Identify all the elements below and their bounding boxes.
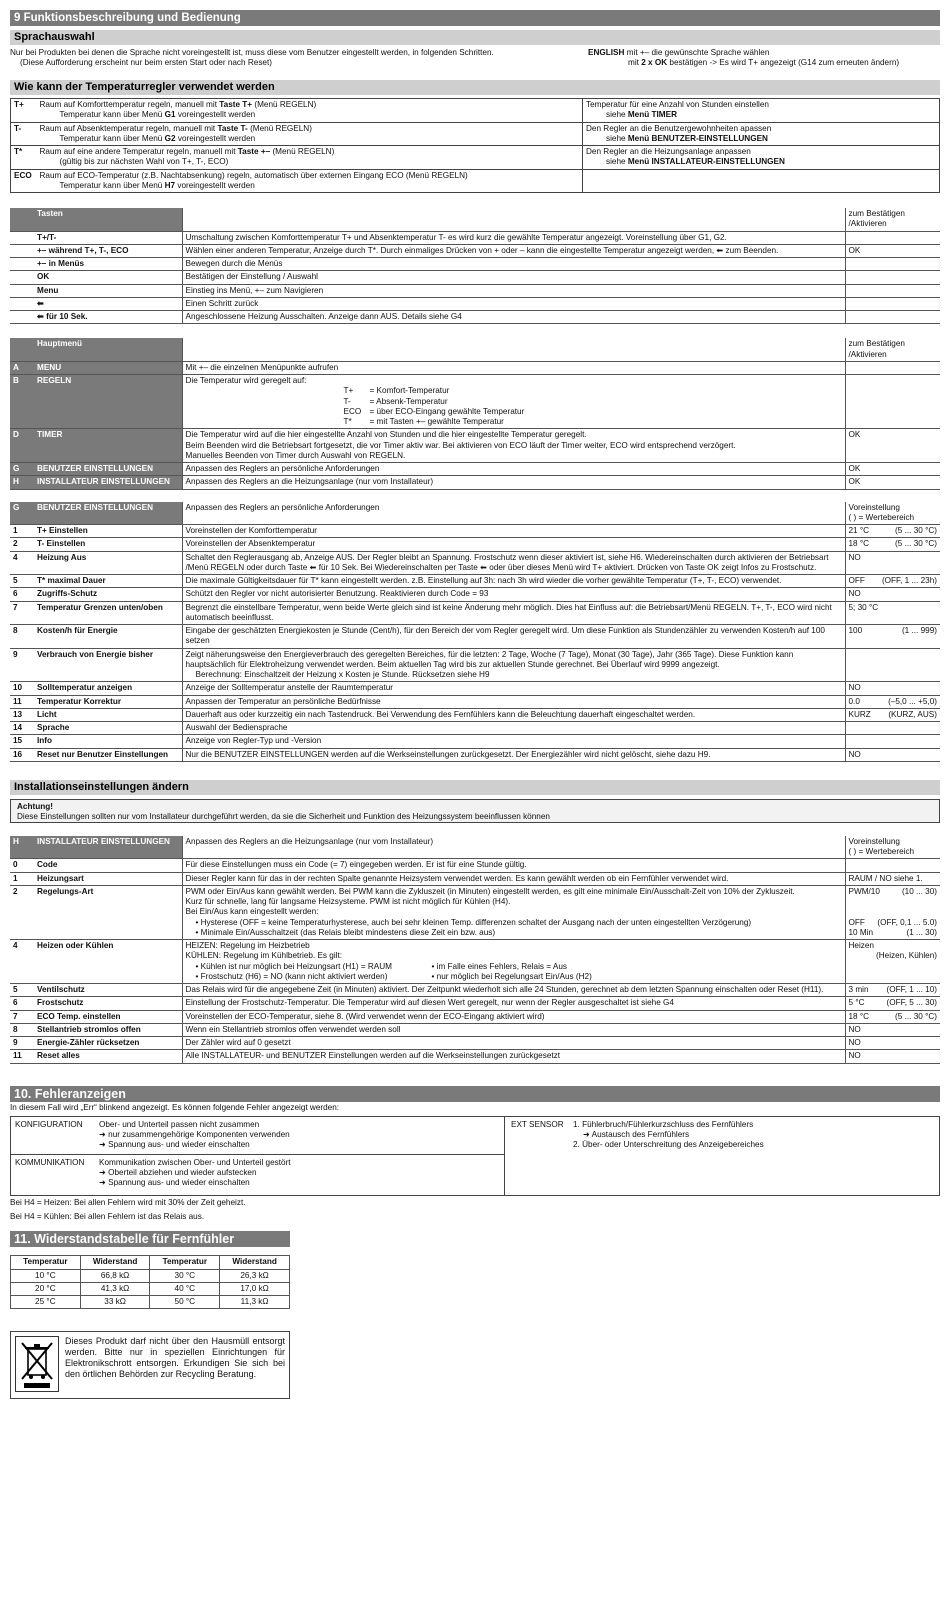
installation-title: Installationseinstellungen ändern [10, 780, 940, 795]
setting-value: KURZ (KURZ, AUS) [845, 708, 940, 721]
setting-desc: Die maximale Gültigkeitsdauer für T* kann eingestellt werden. z.B. Einstellung auf 3h: nach 3h wird wieder die vorher gewählte Temperatur (T+, T-, ECO) verwendet. [182, 575, 845, 588]
weee-text: Dieses Produkt darf nicht über den Hausmüll entsorgt werden. Bitte nur in speziellen Einrichtungen für Elektronikschrott entsorgen. Erkundigen Sie sich bei den örtlichen Behörden zur Recycling Beratung. [65, 1336, 285, 1379]
table-header: G BENUTZER EINSTELLUNGEN Anpassen des Reglers an persönliche Anforderungen Voreinstellung ( ) = Wertebereich [10, 502, 940, 525]
table-row: 20 °C 41,3 kΩ 40 °C 17,0 kΩ [11, 1282, 290, 1295]
key-desc: Wählen einer anderen Temperatur, Anzeige durch T*. Durch einmaliges Drücken von + oder – kann die eingestellte Temperatur angezeigt werden, ⬅ zum Beenden. [182, 244, 845, 257]
warning-text: Diese Einstellungen sollten nur vom Installateur durchgeführt werden, da sie die Sicherheit und Funktion des Heizungssystem beeinflussen können [17, 812, 550, 821]
table-row: 25 °C 33 kΩ 50 °C 11,3 kΩ [11, 1296, 290, 1309]
setting-value: NO [845, 588, 940, 601]
keys-table [10, 208, 940, 324]
setting-desc: Zeigt näherungsweise den Energieverbrauch des geregelten Bereiches, für die letzten: 2 Tage, Woche (7 Tage), Monat (30 Tage), Jahr (365 Tage). Diese Funktion kann hauptsächlich für Elektroheizung verwendet werden. Beim aktuellen Tag wird bis zur aktuellen Stunde gerechnet. Bei Überlauf wird 9999 angezeigt. Berechnung: Einschaltzeit der Heizung x Kosten je Stunde. Rücksetzen siehe H9 [182, 648, 845, 682]
setting-desc: Für diese Einstellungen muss ein Code (= 7) eingegeben werden. Er ist für eine Stunde gültig. [182, 859, 845, 872]
key-name: OK [34, 271, 182, 284]
resistance-title: 11. Widerstandstabelle für Fernfühler [10, 1231, 290, 1247]
table-row: 5 Ventilschutz Das Relais wird für die angegebene Zeit (in Minuten) aktiviert. Der Zeitpunkt wiederholt sich alle 24 Stunden, gerechnet ab dem letzten Spannung einschalten oder Reset (H11). 3 min (OFF, 1 ... 10) [10, 984, 940, 997]
error-note-2: Bei H4 = Kühlen: Bei allen Fehlern ist das Relais aus. [10, 1212, 205, 1221]
menu-name: TIMER [34, 429, 182, 463]
usage-row [11, 169, 940, 193]
usage-key: ECO [11, 169, 37, 193]
setting-name: Ventilschutz [34, 984, 182, 997]
setting-desc: Auswahl der Bediensprache [182, 722, 845, 735]
setting-name: Kosten/h für Energie [34, 625, 182, 649]
table-row [10, 284, 940, 297]
table-row: 11 Temperatur Korrektur Anpassen der Temperatur an persönliche Bedürfnisse 0.0 (–5,0 ... +5,0) [10, 695, 940, 708]
setting-name: Temperatur Grenzen unten/oben [34, 601, 182, 625]
usage-row [11, 99, 940, 123]
setting-desc: Alle INSTALLATEUR- und BENUTZER Einstellungen werden auf die Werkseinstellungen zurückgesetzt [182, 1050, 845, 1063]
user-settings-table [10, 502, 940, 762]
language-text-2: (Diese Aufforderung erscheint nur beim ersten Start oder nach Reset) [20, 58, 272, 68]
menu-name: MENU [34, 361, 182, 374]
usage-key: T- [11, 122, 37, 146]
setting-name: Zugriffs-Schutz [34, 588, 182, 601]
weee-bin-icon [15, 1336, 59, 1392]
setting-name: Code [34, 859, 182, 872]
menu-desc: Mit +– die einzelnen Menüpunkte aufrufen [182, 361, 845, 374]
menu-name: INSTALLATEUR EINSTELLUNGEN [34, 476, 182, 489]
table-row: H INSTALLATEUR EINSTELLUNGEN Anpassen des Reglers an die Heizungsanlage (nur vom Installateur) OK [10, 476, 940, 489]
table-header: H INSTALLATEUR EINSTELLUNGEN Anpassen des Reglers an die Heizungsanlage (nur vom Installateur) Voreinstellung ( ) = Wertebereich [10, 836, 940, 859]
setting-value [845, 722, 940, 735]
usage-info: Den Regler an die Benutzergewohnheiten apassen siehe Menü BENUTZER-EINSTELLUNGEN [583, 122, 940, 146]
key-value [845, 258, 940, 271]
setting-name: Stellantrieb stromlos offen [34, 1023, 182, 1036]
setting-desc: Der Zähler wird auf 0 gesetzt [182, 1037, 845, 1050]
setting-name: T+ Einstellen [34, 525, 182, 538]
setting-value: PWM/10 (10 ... 30) OFF (OFF, 0,1 ... 5.0) 10 Min (1 ... 30) [845, 885, 940, 939]
setting-value: 3 min (OFF, 1 ... 10) [845, 984, 940, 997]
main-menu-table [10, 338, 940, 489]
usage-table [10, 98, 940, 193]
table-row: 6 Frostschutz Einstellung der Frostschutz-Temperatur. Die Temperatur wird auf diesen Wert geregelt, nur wenn der Regler ausgeschaltet ist siehe G4 5 °C (OFF, 5 ... 30) [10, 997, 940, 1010]
menu-desc: Die Temperatur wird auf die hier eingestellte Anzahl von Stunden und die hier eingestellte Temperatur geregelt. Beim Beenden wird die Betriebsart fortgesetzt, die vor Timer aktiv war. Bei aktivieren von ECO läuft der Timer weiter, ECO wird entsprechend verzögert. Manuelles Beenden von Timer durch Auswahl von REGELN. [182, 429, 845, 463]
table-row [10, 311, 940, 324]
table-row [10, 297, 940, 310]
weee-notice [10, 1331, 290, 1399]
key-desc: Einstieg ins Menü, +– zum Navigieren [182, 284, 845, 297]
usage-desc: Raum auf ECO-Temperatur (z.B. Nachtabsenkung) regeln, automatisch über externen Eingang ECO (Menü REGELN) Temperatur kann über Menü H7 voreingestellt werden [37, 169, 583, 193]
table-row: 8 Kosten/h für Energie Eingabe der geschätzten Energiekosten je Stunde (Cent/h), für den Bereich der vom Regler geregelt wird. Um diese Funktion als Stundenzähler zu verwenden Kosten/h auf 100 setzen 100 (1 ... 999) [10, 625, 940, 649]
menu-value: OK [845, 476, 940, 489]
setting-desc: Wenn ein Stellantrieb stromlos offen verwendet werden soll [182, 1023, 845, 1036]
key-desc: Bewegen durch die Menüs [182, 258, 845, 271]
setting-value: Heizen (Heizen, Kühlen) [845, 940, 940, 984]
language-title: Sprachauswahl [10, 30, 940, 45]
setting-value: OFF (OFF, 1 ... 23h) [845, 575, 940, 588]
usage-row [11, 146, 940, 170]
setting-value: RAUM / NO siehe 1. [845, 872, 940, 885]
errors-intro: In diesem Fall wird „Err“ blinkend angezeigt. Es können folgende Fehler angezeigt werden: [10, 1102, 340, 1112]
setting-value [845, 859, 940, 872]
setting-value: 100 (1 ... 999) [845, 625, 940, 649]
usage-key: T* [11, 146, 37, 170]
error-sensor-key: EXT SENSOR [511, 1119, 564, 1129]
usage-desc: Raum auf Komforttemperatur regeln, manuell mit Taste T+ (Menü REGELN) Temperatur kann über Menü G1 voreingestellt werden [37, 99, 583, 123]
setting-value: 18 °C (5 ... 30 °C) [845, 1010, 940, 1023]
setting-name: T- Einstellen [34, 538, 182, 551]
error-line: ➜ Oberteil abziehen und wieder aufstecken [99, 1168, 257, 1177]
error-config-key: KONFIGURATION [15, 1119, 83, 1129]
menu-desc: Die Temperatur wird geregelt auf: T+ = Komfort-Temperatur T- = Absenk-Temperatur ECO = über ECO-Eingang gewählte Temperatur T* = mit Tasten +– gewählte Temperatur [182, 375, 845, 429]
table-row: 6 Zugriffs-Schutz Schützt den Regler vor nicht autorisierter Benutzung. Reaktivieren durch Code = 93 NO [10, 588, 940, 601]
error-comm-key: KOMMUNIKATION [15, 1157, 85, 1167]
setting-desc: Voreinstellen der Absenktemperatur [182, 538, 845, 551]
warning-box [10, 799, 940, 823]
menu-value: OK [845, 429, 940, 463]
key-value [845, 271, 940, 284]
resistance-header: Temperatur [150, 1256, 220, 1269]
section-9-title: 9 Funktionsbeschreibung und Bedienung [10, 10, 940, 26]
table-row: 2 T- Einstellen Voreinstellen der Absenktemperatur 18 °C (5 ... 30 °C) [10, 538, 940, 551]
resistance-header: Widerstand [80, 1256, 150, 1269]
key-desc: Umschaltung zwischen Komforttemperatur T+ und Absenktemperatur T- es wird kurz die gewählte Temperatur angezeigt. Voreinstellung über G1, G2. [182, 231, 845, 244]
setting-name: Solltemperatur anzeigen [34, 682, 182, 695]
table-row: 4 Heizen oder Kühlen HEIZEN: Regelung im Heizbetrieb KÜHLEN: Regelung im Kühlbetrieb. Es gilt: • Kühlen ist nur möglich bei Heizungsart (H1) = RAUM • im Falle eines Fehlers, Relais = Aus • Frostschutz (H6) = NO (kann nicht aktiviert werden) • nur möglich bei Regelungsart Ein/Aus (H2) Heizen (Heizen, Kühlen) [10, 940, 940, 984]
usage-info [583, 169, 940, 193]
table-row: 15 Info Anzeige von Regler-Typ und -Version [10, 735, 940, 748]
error-line: ➜ Spannung aus- und wieder einschalten [99, 1140, 250, 1150]
setting-name: T* maximal Dauer [34, 575, 182, 588]
table-row: 14 Sprache Auswahl der Bediensprache [10, 722, 940, 735]
setting-name: Info [34, 735, 182, 748]
table-row: A MENU Mit +– die einzelnen Menüpunkte aufrufen [10, 361, 940, 374]
table-row: 16 Reset nur Benutzer Einstellungen Nur die BENUTZER EINSTELLUNGEN werden auf die Werkseinstellungen zurückgesetzt. Der Energiezähler wird nicht gelöscht, siehe dazu H9. NO [10, 748, 940, 761]
menu-value: OK [845, 463, 940, 476]
table-row: 2 Regelungs-Art PWM oder Ein/Aus kann gewählt werden. Bei PWM kann die Zykluszeit (in Minuten) eingestellt werden, es gilt eine minimale Ein/Ausschalt-Zeit von 10% der Zykluszeit. Kurz für schnelle, lang für langsame Heizsysteme. PWM ist nicht möglich für Kühlen (H4). Bei Ein/Aus kann eingestellt werden: • Hysterese (OFF = keine Temperaturhysterese, auch bei sehr kleinen Temp. differenzen schaltet der Ausgang nach der unten eingestellten Verzögerung) • Minimale Ein/Ausschaltzeit (das Relais bleibt mindestens diese Zeit ein bzw. aus) PWM/10 (10 ... 30) OFF (OFF, 0,1 ... 5.0) 10 Min (1 ... 30) [10, 885, 940, 939]
lang-english: ENGLISH [588, 48, 625, 57]
setting-desc: Das Relais wird für die angegebene Zeit (in Minuten) aktiviert. Der Zeitpunkt wiederholt sich alle 24 Stunden, gerechnet ab dem letzten Spannung einschalten oder Reset (H11). [182, 984, 845, 997]
table-row: 1 T+ Einstellen Voreinstellen der Komforttemperatur 21 °C (5 ... 30 °C) [10, 525, 940, 538]
table-row: 7 Temperatur Grenzen unten/oben Begrenzt die einstellbare Temperatur, wenn beide Werte gleich sind ist keine Änderung mehr möglich. Dies hat Einfluss auf: die Betriebsart/Menü REGELN. T+, T-, ECO wird nicht automatisch beeinflusst. 5; 30 °C [10, 601, 940, 625]
setting-value [845, 735, 940, 748]
setting-name: Frostschutz [34, 997, 182, 1010]
setting-name: Heizung Aus [34, 551, 182, 575]
table-row: 11 Reset alles Alle INSTALLATEUR- und BENUTZER Einstellungen werden auf die Werkseinstellungen zurückgesetzt NO [10, 1050, 940, 1063]
setting-desc: Dauerhaft aus oder kurzzeitig ein nach Tastendruck. Bei Verwendung des Fernfühlers kann die Beleuchtung dauerhaft eingeschaltet werden. [182, 708, 845, 721]
table-row [10, 258, 940, 271]
table-row: 1 Heizungsart Dieser Regler kann für das in der rechten Spalte genannte Heizsystem verwendet werden. Es kann gewählt werden ob ein Fernfühler verwendet wird. RAUM / NO siehe 1. [10, 872, 940, 885]
setting-value [845, 648, 940, 682]
setting-name: Licht [34, 708, 182, 721]
setting-value: NO [845, 1023, 940, 1036]
menu-value [845, 375, 940, 429]
setting-name: ECO Temp. einstellen [34, 1010, 182, 1023]
key-desc: Einen Schritt zurück [182, 297, 845, 310]
table-row: 8 Stellantrieb stromlos offen Wenn ein Stellantrieb stromlos offen verwendet werden soll NO [10, 1023, 940, 1036]
setting-value: NO [845, 682, 940, 695]
setting-desc: Anpassen der Temperatur an persönliche Bedürfnisse [182, 695, 845, 708]
setting-value: NO [845, 551, 940, 575]
key-name: ⬅ für 10 Sek. [34, 311, 182, 324]
table-row: 9 Energie-Zähler rücksetzen Der Zähler wird auf 0 gesetzt NO [10, 1037, 940, 1050]
setting-name: Temperatur Korrektur [34, 695, 182, 708]
table-row: 10 °C 66,8 kΩ 30 °C 26,3 kΩ [11, 1269, 290, 1282]
resistance-table [10, 1255, 290, 1309]
table-row [10, 271, 940, 284]
setting-name: Sprache [34, 722, 182, 735]
warning-title: Achtung! [17, 801, 53, 811]
setting-desc: Voreinstellen der Komforttemperatur [182, 525, 845, 538]
key-desc: Angeschlossene Heizung Ausschalten. Anzeige dann AUS. Details siehe G4 [182, 311, 845, 324]
menu-name: REGELN [34, 375, 182, 429]
menu-name: BENUTZER EINSTELLUNGEN [34, 463, 182, 476]
error-line: 1. Fühlerbruch/Fühlerkurzschluss des Fernfühlers [573, 1119, 754, 1129]
key-name: +– in Menüs [34, 258, 182, 271]
error-config [11, 1117, 504, 1155]
language-block [10, 48, 940, 72]
setting-name: Reset nur Benutzer Einstellungen [34, 748, 182, 761]
error-line: ➜ Spannung aus- und wieder einschalten [99, 1178, 250, 1188]
key-value [845, 284, 940, 297]
key-name: T+/T- [34, 231, 182, 244]
table-row: 0 Code Für diese Einstellungen muss ein Code (= 7) eingegeben werden. Er ist für eine Stunde gültig. [10, 859, 940, 872]
lang-step-2b: 2 x OK [641, 58, 668, 68]
table-header: Hauptmenü zum Bestätigen /Aktivieren [10, 338, 940, 361]
key-value [845, 231, 940, 244]
resistance-header: Widerstand [220, 1256, 290, 1269]
errors-title: 10. Fehleranzeigen [10, 1086, 940, 1102]
resistance-header: Temperatur [11, 1256, 81, 1269]
error-comm [11, 1155, 504, 1192]
key-value [845, 311, 940, 324]
lang-step-2c: bestätigen -> Es wird T+ angezeigt (G14 zum erneuten ändern) [667, 58, 900, 68]
setting-desc: HEIZEN: Regelung im Heizbetrieb KÜHLEN: Regelung im Kühlbetrieb. Es gilt: • Kühlen ist nur möglich bei Heizungsart (H1) = RAUM • im Falle eines Fehlers, Relais = Aus • Frostschutz (H6) = NO (kann nicht aktiviert werden) • nur möglich bei Regelungsart Ein/Aus (H2) [182, 940, 845, 984]
setting-value: NO [845, 748, 940, 761]
key-name: Menu [34, 284, 182, 297]
setting-value: 5; 30 °C [845, 601, 940, 625]
setting-desc: Nur die BENUTZER EINSTELLUNGEN werden auf die Werkseinstellungen zurückgesetzt. Der Energiezähler wird nicht gelöscht, siehe dazu H9. [182, 748, 845, 761]
setting-desc: PWM oder Ein/Aus kann gewählt werden. Bei PWM kann die Zykluszeit (in Minuten) eingestellt werden, es gilt eine minimale Ein/Ausschalt-Zeit von 10% der Zykluszeit. Kurz für schnelle, lang für langsame Heizsysteme. PWM ist nicht möglich für Kühlen (H4). Bei Ein/Aus kann eingestellt werden: • Hysterese (OFF = keine Temperaturhysterese, auch bei sehr kleinen Temp. differenzen schaltet der Ausgang nach der unten eingestellten Verzögerung) • Minimale Ein/Ausschaltzeit (das Relais bleibt mindestens diese Zeit ein bzw. aus) [182, 885, 845, 939]
setting-desc: Begrenzt die einstellbare Temperatur, wenn beide Werte gleich sind ist keine Änderung mehr möglich. Dies hat Einfluss auf: die Betriebsart/Menü REGELN. T+, T-, ECO wird nicht automatisch beeinflusst. [182, 601, 845, 625]
table-row: G BENUTZER EINSTELLUNGEN Anpassen des Reglers an persönliche Anforderungen OK [10, 463, 940, 476]
error-line: Kommunikation zwischen Ober- und Unterteil gestört [99, 1157, 291, 1167]
key-name: +– während T+, T-, ECO [34, 244, 182, 257]
errors-box [10, 1116, 940, 1196]
setting-desc: Schaltet den Reglerausgang ab, Anzeige AUS. Der Regler bleibt an Spannung. Frostschutz wenn dieser aktiviert ist, siehe H6. Wiedereinschalten durch aktivieren der Betriebsart /Menü REGELN oder durch Taste ⬅ für 10 Sek. Bei Wiedereinschalten per Taste ⬅ oder über dieses Menü wird T+ aktiviert. Drücken von Taste OK zeigt Infos zu Frostschutz. [182, 551, 845, 575]
setting-desc: Voreinstellen der ECO-Temperatur, siehe 8. (Wird verwendet wenn der ECO-Eingang aktiviert wird) [182, 1010, 845, 1023]
setting-value: 18 °C (5 ... 30 °C) [845, 538, 940, 551]
error-line: 2. Über- oder Unterschreitung des Anzeigebereiches [573, 1140, 764, 1150]
error-line: ➜ Austausch des Fernfühlers [583, 1130, 690, 1139]
table-row: 4 Heizung Aus Schaltet den Reglerausgang ab, Anzeige AUS. Der Regler bleibt an Spannung. Frostschutz wenn dieser aktiviert ist, siehe H6. Wiedereinschalten durch aktivieren der Betriebsart /Menü REGELN oder durch Taste ⬅ für 10 Sek. Bei Wiedereinschalten per Taste ⬅ oder über dieses Menü wird T+ aktiviert. Drücken von Taste OK zeigt Infos zu Frostschutz. NO [10, 551, 940, 575]
usage-row [11, 122, 940, 146]
table-row: 13 Licht Dauerhaft aus oder kurzzeitig ein nach Tastendruck. Bei Verwendung des Fernfühlers kann die Beleuchtung dauerhaft eingeschaltet werden. KURZ (KURZ, AUS) [10, 708, 940, 721]
setting-value: NO [845, 1037, 940, 1050]
table-row: D TIMER Die Temperatur wird auf die hier eingestellte Anzahl von Stunden und die hier eingestellte Temperatur geregelt. Beim Beenden wird die Betriebsart fortgesetzt, die vor Timer aktiv war. Bei aktivieren von ECO läuft der Timer weiter, ECO wird entsprechend verzögert. Manuelles Beenden von Timer durch Auswahl von REGELN. OK [10, 429, 940, 463]
table-header: Tasten zum Bestätigen /Aktivieren [10, 208, 940, 231]
setting-value: NO [845, 1050, 940, 1063]
menu-value [845, 361, 940, 374]
error-line: Ober- und Unterteil passen nicht zusammen [99, 1119, 260, 1129]
usage-info: Temperatur für eine Anzahl von Stunden einstellen siehe Menü TIMER [583, 99, 940, 123]
setting-desc: Anzeige der Solltemperatur anstelle der Raumtemperatur [182, 682, 845, 695]
setting-desc: Schützt den Regler vor nicht autorisierter Benutzung. Reaktivieren durch Code = 93 [182, 588, 845, 601]
usage-desc: Raum auf eine andere Temperatur regeln, manuell mit Taste +– (Menü REGELN) (gültig bis zur nächsten Wahl von T+, T-, ECO) [37, 146, 583, 170]
table-row [10, 231, 940, 244]
error-sensor [505, 1117, 770, 1195]
setting-desc: Dieser Regler kann für das in der rechten Spalte genannte Heizsystem verwendet werden. Es kann gewählt werden ob ein Fernfühler verwendet wird. [182, 872, 845, 885]
setting-desc: Einstellung der Frostschutz-Temperatur. Die Temperatur wird auf diesen Wert geregelt, nur wenn der Regler ausgeschaltet ist siehe G4 [182, 997, 845, 1010]
setting-name: Verbrauch von Energie bisher [34, 648, 182, 682]
installer-settings-table [10, 836, 940, 1064]
setting-desc: Anzeige von Regler-Typ und -Version [182, 735, 845, 748]
lang-step-2a: mit [628, 58, 642, 68]
setting-name: Reset alles [34, 1050, 182, 1063]
table-row: 9 Verbrauch von Energie bisher Zeigt näherungsweise den Energieverbrauch des geregelten Bereiches, für die letzten: 2 Tage, Woche (7 Tage), Monat (30 Tage), Jahr (365 Tage). Diese Funktion kann hauptsächlich für Elektroheizung verwendet werden. Beim aktuellen Tag wird bis zur aktuellen Stunde gerechnet. Bei Überlauf wird 9999 angezeigt. Berechnung: Einschaltzeit der Heizung x Kosten je Stunde. Rücksetzen siehe H9 [10, 648, 940, 682]
key-name: ⬅ [34, 297, 182, 310]
language-text-1: Nur bei Produkten bei denen die Sprache nicht voreingestellt ist, muss diese vom Benutzer eingestellt werden, in folgenden Schritten. [10, 48, 494, 57]
usage-title: Wie kann der Temperaturregler verwendet werden [10, 80, 940, 95]
table-row [10, 244, 940, 257]
key-value [845, 297, 940, 310]
setting-value: 21 °C (5 ... 30 °C) [845, 525, 940, 538]
table-row: B REGELN Die Temperatur wird geregelt auf: T+ = Komfort-Temperatur T- = Absenk-Temperatur ECO = über ECO-Eingang gewählte Temperatur T* = mit Tasten +– gewählte Temperatur [10, 375, 940, 429]
table-row: 5 T* maximal Dauer Die maximale Gültigkeitsdauer für T* kann eingestellt werden. z.B. Einstellung auf 3h: nach 3h wird wieder die vorher gewählte Temperatur (T+, T-, ECO) verwendet. OFF (OFF, 1 ... 23h) [10, 575, 940, 588]
setting-value: 5 °C (OFF, 5 ... 30) [845, 997, 940, 1010]
usage-desc: Raum auf Absenktemperatur regeln, manuell mit Taste T- (Menü REGELN) Temperatur kann über Menü G2 voreingestellt werden [37, 122, 583, 146]
lang-step-1: mit +– die gewünschte Sprache wählen [624, 48, 770, 57]
setting-desc: Eingabe der geschätzten Energiekosten je Stunde (Cent/h), für den Bereich der vom Regler geregelt wird. Um diese Funktion als Stundenzähler zu verwenden Kosten/h auf 100 setzen [182, 625, 845, 649]
usage-key: T+ [11, 99, 37, 123]
setting-name: Regelungs-Art [34, 885, 182, 939]
setting-name: Energie-Zähler rücksetzen [34, 1037, 182, 1050]
table-row: 10 Solltemperatur anzeigen Anzeige der Solltemperatur anstelle der Raumtemperatur NO [10, 682, 940, 695]
menu-desc: Anpassen des Reglers an persönliche Anforderungen [182, 463, 845, 476]
menu-desc: Anpassen des Reglers an die Heizungsanlage (nur vom Installateur) [182, 476, 845, 489]
key-value: OK [845, 244, 940, 257]
setting-name: Heizungsart [34, 872, 182, 885]
error-note-1: Bei H4 = Heizen: Bei allen Fehlern wird mit 30% der Zeit geheizt. [10, 1197, 246, 1207]
table-row: 7 ECO Temp. einstellen Voreinstellen der ECO-Temperatur, siehe 8. (Wird verwendet wenn der ECO-Eingang aktiviert wird) 18 °C (5 ... 30 °C) [10, 1010, 940, 1023]
key-desc: Bestätigen der Einstellung / Auswahl [182, 271, 845, 284]
error-line: ➜ nur zusammengehörige Komponenten verwenden [99, 1130, 290, 1139]
setting-value: 0.0 (–5,0 ... +5,0) [845, 695, 940, 708]
usage-info: Den Regler an die Heizungsanlage anpassen siehe Menü INSTALLATEUR-EINSTELLUNGEN [583, 146, 940, 170]
setting-name: Heizen oder Kühlen [34, 940, 182, 984]
